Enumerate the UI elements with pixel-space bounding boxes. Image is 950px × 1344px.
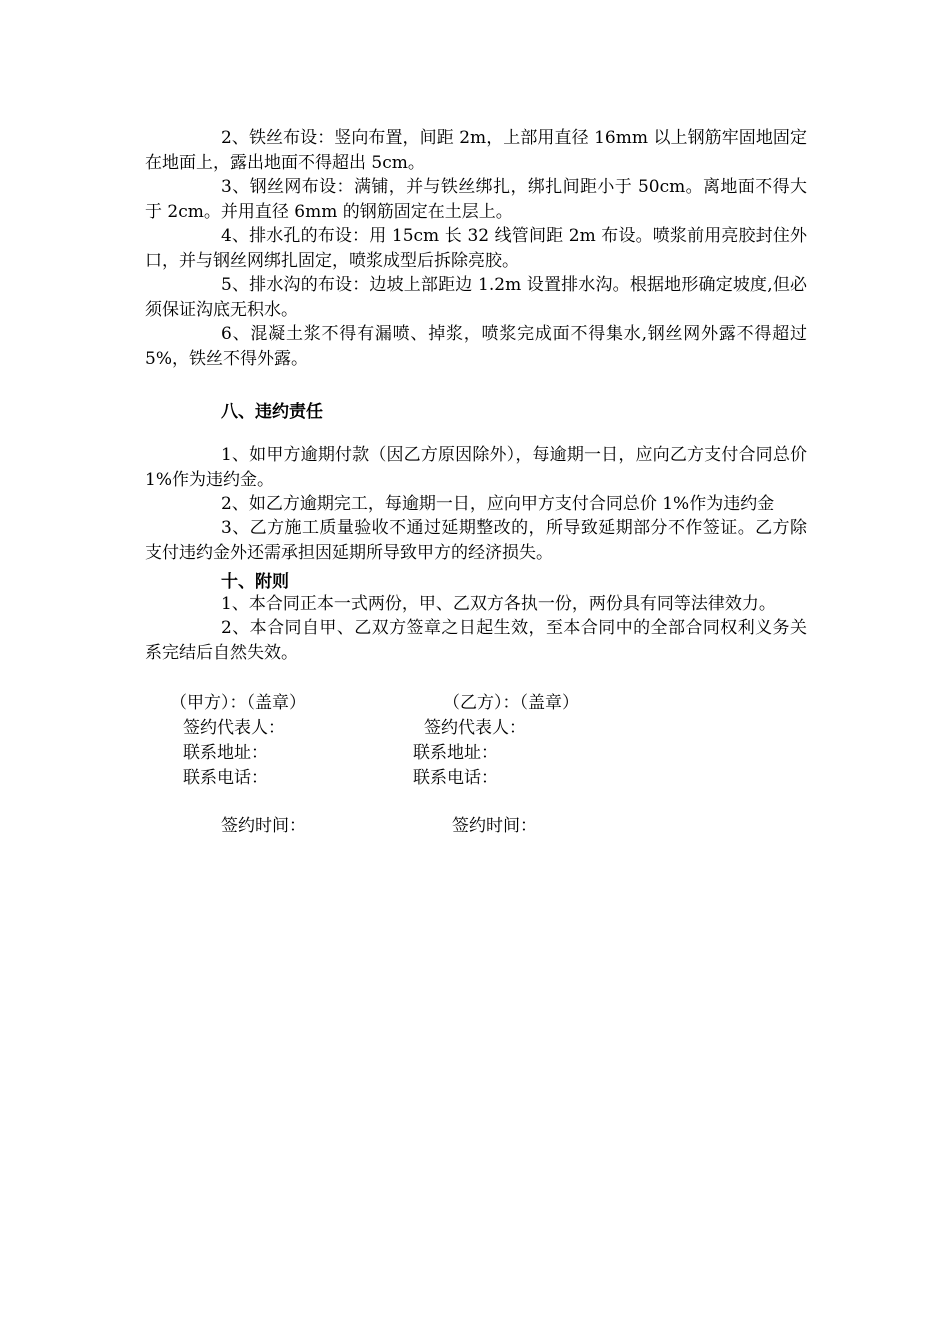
party-a-stamp: （甲方）：（盖章） [170,693,306,713]
clause-drain-ditch-layout: 5、排水沟的布设：边坡上部距边 1.2m 设置排水沟。根据地形确定坡度,但必须保证沟底无积水。 [145,275,807,320]
clause-late-completion: 2、如乙方逾期完工，每逾期一日，应向甲方支付合同总价 1%作为违约金 [221,494,775,514]
clause-mesh-layout: 3、钢丝网布设：满铺，并与铁丝绑扎，绑扎间距小于 50cm。离地面不得大于 2cm。并用直径 6mm 的钢筋固定在土层上。 [145,177,807,222]
party-b-stamp: （乙方）：（盖章） [443,693,579,713]
clause-quality-delay: 3、乙方施工质量验收不通过延期整改的，所导致延期部分不作签证。乙方除支付违约金外还需承担因延期所导致甲方的经济损失。 [145,518,807,563]
clause-wire-layout: 2、铁丝布设：竖向布置，间距 2m，上部用直径 16mm 以上钢筋牢固地固定在地面上，露出地面不得超出 5cm。 [145,128,807,173]
party-b-address: 联系地址： [413,743,498,763]
clause-late-payment: 1、如甲方逾期付款（因乙方原因除外），每逾期一日，应向乙方支付合同总价 1%作为违约金。 [145,445,807,490]
clause-concrete-spray: 6、混凝土浆不得有漏喷、掉浆，喷浆完成面不得集水,钢丝网外露不得超过 5%，铁丝不得外露。 [145,324,807,369]
clause-effective: 2、本合同自甲、乙双方签章之日起生效，至本合同中的全部合同权利义务关系完结后自然失效。 [145,618,807,663]
party-a-representative: 签约代表人： [183,718,285,738]
party-a-sign-date: 签约时间： [221,816,306,836]
section-heading-appendix: 十、附则 [221,572,289,592]
party-a-address: 联系地址： [183,743,268,763]
party-b-phone: 联系电话： [413,768,498,788]
party-b-representative: 签约代表人： [424,718,526,738]
clause-copies: 1、本合同正本一式两份，甲、乙双方各执一份，两份具有同等法律效力。 [221,594,776,614]
party-a-phone: 联系电话： [183,768,268,788]
section-heading-breach: 八、违约责任 [221,402,323,422]
clause-drain-hole-layout: 4、排水孔的布设：用 15cm 长 32 线管间距 2m 布设。喷浆前用亮胶封住外口，并与钢丝网绑扎固定，喷浆成型后拆除亮胶。 [145,226,807,271]
party-b-sign-date: 签约时间： [452,816,537,836]
